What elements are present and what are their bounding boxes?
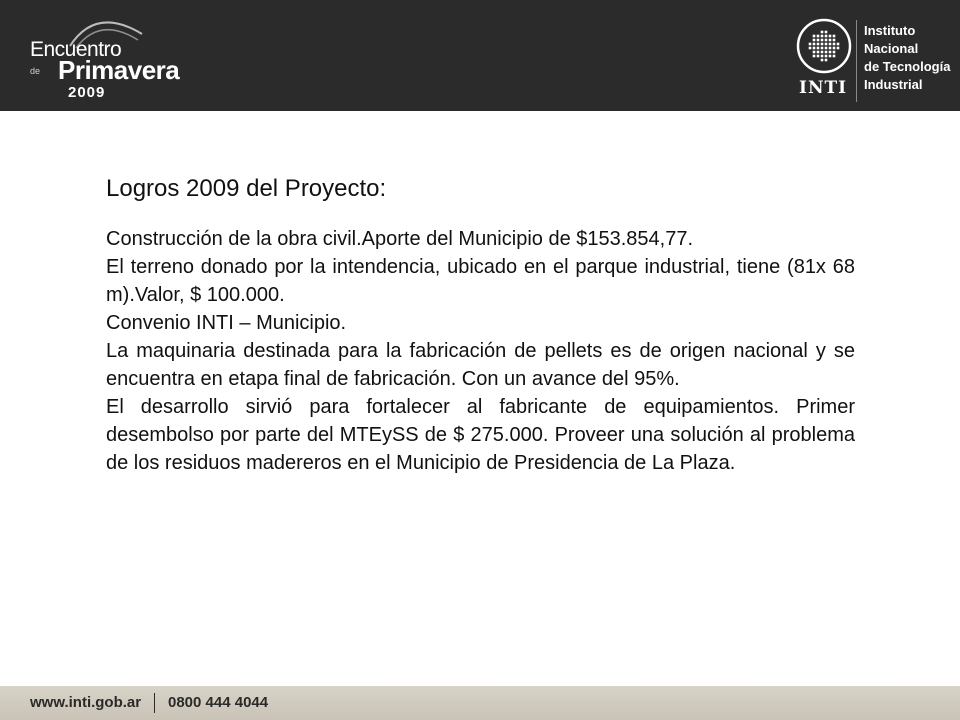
footer-bar [0, 686, 960, 720]
footer-divider [154, 693, 155, 713]
logo-line-de: de [30, 66, 41, 76]
institution-name-line: Instituto [864, 23, 916, 38]
logo-divider [856, 20, 857, 102]
paragraph: La maquinaria destinada para la fabricación de pellets es de origen nacional y se encuentra en etapa final de fabricación. Con un avance del 95%. [106, 340, 855, 390]
paragraph: El terreno donado por la intendencia, ubicado en el parque industrial, tiene (81x 68 m).Valor, $ 100.000. [106, 256, 855, 306]
institution-name-line: Industrial [864, 77, 923, 92]
header-bar [0, 0, 960, 111]
paragraph: El desarrollo sirvió para fortalecer al fabricante de equipamientos. Primer desembolso por parte del MTEySS de $ 275.000. Proveer una solución al problema de los residuos madereros en el Municipio de Presidencia de La Plaza. [106, 396, 855, 474]
institution-name-line: Nacional [864, 41, 919, 56]
inti-acronym: INTI [799, 78, 848, 98]
logo-line-year: 2009 [68, 84, 106, 101]
logo-line-primavera: Primavera [58, 55, 180, 85]
paragraph: Convenio INTI – Municipio. [106, 312, 347, 334]
encuentro-primavera-logo [22, 12, 182, 102]
slide-content [106, 175, 855, 477]
website-link[interactable]: www.inti.gob.ar [30, 694, 142, 711]
logo-line-encuentro: Encuentro [30, 38, 122, 61]
inti-emblem-icon [796, 18, 852, 74]
phone-number: 0800 444 4044 [168, 694, 269, 711]
slide-title: Logros 2009 del Proyecto: [106, 175, 387, 202]
paragraph: Construcción de la obra civil.Aporte del Municipio de $153.854,77. [106, 228, 694, 250]
institution-name [864, 22, 950, 94]
institution-name-line: de Tecnología [864, 59, 951, 74]
